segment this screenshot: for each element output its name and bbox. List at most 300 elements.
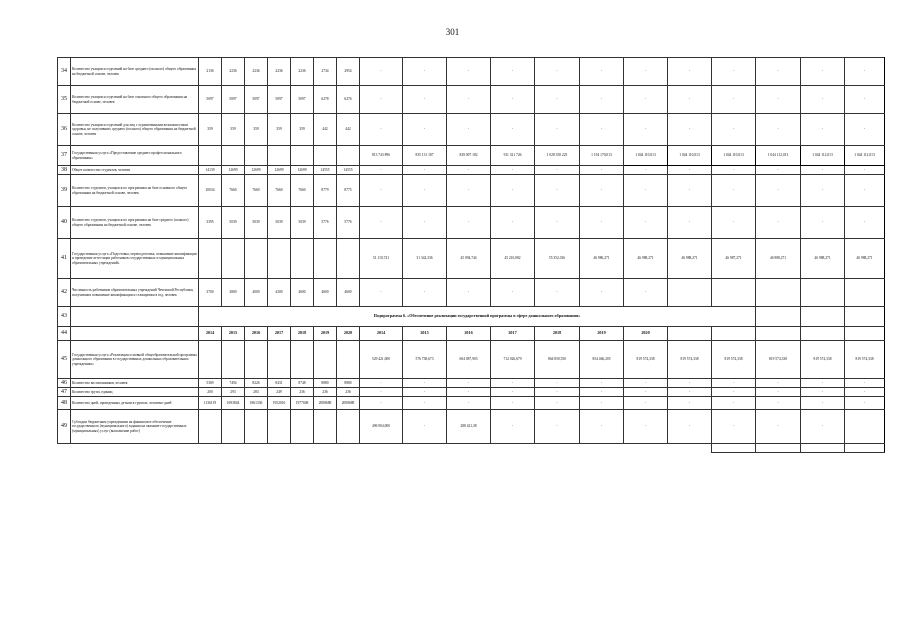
row-name: Количество студентов, учащихся по программам на базе основного общего образования на бюджетной основе, человек [71,175,199,207]
finance-value: 496 904,000 [360,410,403,444]
empty-cell [845,327,885,341]
indicator-value [222,239,245,279]
finance-value: - [845,166,885,175]
year-header: 2018 [291,327,314,341]
year-header: 2019 [580,327,624,341]
finance-value: - [403,279,447,307]
indicator-value: 200 [199,388,222,397]
indicator-value: 2734 [314,58,337,86]
table-row [58,379,885,388]
indicator-value: 1977048 [291,397,314,410]
finance-value: - [535,86,580,114]
finance-value: - [580,166,624,175]
finance-value: - [845,207,885,239]
finance-value: 1 044 110,013 [668,146,712,166]
finance-value: 813 743 896 [360,146,403,166]
finance-value: - [712,388,756,397]
finance-value: - [360,379,403,388]
finance-value: - [712,175,756,207]
finance-value: - [668,114,712,146]
finance-value: - [360,175,403,207]
finance-value: - [447,279,491,307]
finance-value: - [403,58,447,86]
finance-value: - [403,397,447,410]
finance-value: 911 321 726 [491,146,535,166]
empty-cell [58,444,712,453]
finance-value: - [624,279,668,307]
table-row [58,388,885,397]
year-header: 2014 [199,327,222,341]
finance-value: - [580,410,624,444]
finance-value: - [756,397,801,410]
row-number: 36 [58,114,71,146]
finance-value: - [535,175,580,207]
finance-value: 55 352,016 [535,239,580,279]
finance-value: - [845,379,885,388]
indicator-value: 442 [337,114,360,146]
finance-value: - [712,58,756,86]
finance-value [712,279,756,307]
finance-value: - [668,388,712,397]
finance-value: - [491,397,535,410]
indicator-value: 4000 [245,279,268,307]
finance-value: - [580,379,624,388]
row-number: 43 [58,307,71,327]
row-name: Государственная услуга «Предоставление среднего профессионального образования» [71,146,199,166]
indicator-value: 3395 [199,207,222,239]
finance-value: - [668,58,712,86]
table-row [58,58,885,86]
empty-cell [845,307,885,327]
row-name: Численность работников образовательных учреждений Чеченской Республики, получивших повышение квалификации и стажировки в год, человек [71,279,199,307]
row-name: Количество студентов, учащихся по программам на базе среднего (полного) общего образования на бюджетной основе, человек [71,207,199,239]
empty-cell [712,327,756,341]
row-name: Количество учащихся отделений для лиц с ограниченными возможностями здоровья, не получивших среднего (полного) общего образования на бюджетной основе, человек [71,114,199,146]
empty-cell [668,327,712,341]
finance-value: - [712,379,756,388]
indicator-value [268,239,291,279]
indicator-value: 6278 [314,86,337,114]
indicator-value: 8880 [337,379,360,388]
finance-value: - [712,410,756,444]
finance-value: - [535,397,580,410]
year-header: 2020 [337,327,360,341]
finance-value: - [801,166,845,175]
finance-value: - [668,86,712,114]
finance-value: - [403,388,447,397]
page-number: 301 [445,27,460,37]
indicator-value: 3800 [222,279,245,307]
indicator-value [245,239,268,279]
row-number: 47 [58,388,71,397]
indicator-value: 7660 [222,175,245,207]
indicator-value: 3700 [199,279,222,307]
indicator-value: 5369 [199,379,222,388]
finance-value: - [491,166,535,175]
row-number: 46 [58,379,71,388]
finance-value: - [447,86,491,114]
finance-value: - [801,379,845,388]
indicator-value: 236 [337,388,360,397]
finance-value: - [580,175,624,207]
row-number: 35 [58,86,71,114]
years-row [58,327,885,341]
finance-value: - [360,86,403,114]
finance-value: - [535,379,580,388]
finance-value: - [491,379,535,388]
finance-value: 46 988,271 [845,239,885,279]
empty-cell [845,444,885,453]
row-number: 48 [58,397,71,410]
indicator-value [314,341,337,379]
indicator-value [268,410,291,444]
finance-value: - [668,379,712,388]
indicator-value: 2236 [291,58,314,86]
indicator-value: 14139 [199,166,222,175]
finance-value: - [447,379,491,388]
finance-value: - [403,166,447,175]
finance-value: 819 574,338 [668,341,712,379]
finance-value: - [491,58,535,86]
indicator-value: 359 [199,114,222,146]
finance-value: - [491,114,535,146]
finance-value: - [580,388,624,397]
finance-value: - [535,58,580,86]
indicator-value: 8748 [291,379,314,388]
table-row [58,114,885,146]
indicator-value: 2008688 [314,397,337,410]
indicator-value [291,410,314,444]
finance-value: - [801,175,845,207]
indicator-value: 7660 [268,175,291,207]
finance-value: - [845,175,885,207]
finance-value: - [624,410,668,444]
finance-value: - [360,166,403,175]
finance-value: - [403,86,447,114]
finance-value: - [491,410,535,444]
indicator-value: 12699 [245,166,268,175]
indicator-value: 5776 [337,207,360,239]
finance-value: - [668,410,712,444]
finance-value [668,279,712,307]
finance-value: - [756,175,801,207]
indicator-value: 7494 [222,379,245,388]
finance-value: 829 007 182 [447,146,491,166]
indicator-value: 249 [268,388,291,397]
finance-value: - [403,175,447,207]
finance-value: - [712,397,756,410]
finance-value: - [801,114,845,146]
year-header: 2016 [447,327,491,341]
finance-value: - [624,379,668,388]
finance-value: 45 210,082 [491,239,535,279]
finance-value: - [580,397,624,410]
trailing-row [58,444,885,453]
year-header: 2018 [535,327,580,341]
finance-value: 46 988,271 [668,239,712,279]
finance-value: - [447,166,491,175]
empty-cell [801,327,845,341]
finance-value: - [845,397,885,410]
table-row [58,166,885,175]
indicator-value [222,410,245,444]
finance-value [845,410,885,444]
indicator-value [268,146,291,166]
finance-value: - [447,388,491,397]
row-number: 41 [58,239,71,279]
row-name: Количество групп, единиц [71,388,199,397]
finance-value: - [624,114,668,146]
row-number: 34 [58,58,71,86]
indicator-value [222,146,245,166]
finance-value: - [624,397,668,410]
finance-value [845,279,885,307]
finance-value: - [668,166,712,175]
empty-cell [712,444,756,453]
finance-value: - [535,166,580,175]
indicator-value: 10034 [199,175,222,207]
finance-value: 1 044 110,013 [624,146,668,166]
row-name: Государственная услуга «Реализация основной общеобразовательной программы дошкольного образования в государственных дошкольных образовательных учреждениях» [71,341,199,379]
finance-value: - [801,410,845,444]
finance-value: - [447,397,491,410]
finance-value: - [712,86,756,114]
indicator-value: 1693844 [222,397,245,410]
finance-value: 819 574,338 [756,341,801,379]
finance-value: - [491,86,535,114]
finance-value: - [624,175,668,207]
row-number: 39 [58,175,71,207]
program-table [57,57,885,453]
finance-value: - [712,166,756,175]
indicator-value: 1136119 [199,397,222,410]
table-row [58,410,885,444]
finance-value: - [360,397,403,410]
finance-value: - [801,86,845,114]
indicator-value: 2954 [337,58,360,86]
finance-value: - [403,114,447,146]
finance-value: - [580,207,624,239]
finance-value: 46 987,271 [712,239,756,279]
finance-value: 51 110,741 [360,239,403,279]
year-header: 2019 [314,327,337,341]
finance-value: - [447,207,491,239]
row-name: Количество учащихся отделений на базе основного общего образования на бюджетной основе, человек [71,86,199,114]
finance-value: - [491,175,535,207]
finance-value: - [360,58,403,86]
indicator-value: 5097 [245,86,268,114]
finance-value: - [491,388,535,397]
indicator-value: 1952016 [268,397,291,410]
indicator-value: 14555 [314,166,337,175]
indicator-value: 2136 [199,58,222,86]
finance-value: - [360,207,403,239]
finance-value: - [845,388,885,397]
indicator-value [268,341,291,379]
indicator-value [245,341,268,379]
finance-value: 604 087,903 [447,341,491,379]
finance-value: - [756,379,801,388]
indicator-value: 7660 [291,175,314,207]
table-row [58,397,885,410]
row-number: 45 [58,341,71,379]
indicator-value [245,146,268,166]
empty-cell [801,307,845,327]
finance-value: - [580,58,624,86]
finance-value: - [624,58,668,86]
finance-value: 864 850,550 [535,341,580,379]
indicator-value: 8431 [268,379,291,388]
finance-value: - [535,114,580,146]
indicator-value: 2236 [222,58,245,86]
indicator-value: 5776 [314,207,337,239]
finance-value: - [624,207,668,239]
finance-value: 46 988,271 [801,239,845,279]
finance-value: 819 574,338 [845,341,885,379]
indicator-value: 5097 [291,86,314,114]
table-row [58,239,885,279]
finance-value: - [668,207,712,239]
indicator-value [291,239,314,279]
finance-value: - [756,388,801,397]
indicator-value [314,410,337,444]
indicator-value: 293 [222,388,245,397]
finance-value: 46 988,271 [756,239,801,279]
finance-value: - [535,207,580,239]
indicator-value: 359 [245,114,268,146]
year-header: 2016 [245,327,268,341]
row-number: 42 [58,279,71,307]
finance-value: - [535,410,580,444]
indicator-value: 5039 [291,207,314,239]
indicator-value: 359 [268,114,291,146]
finance-value: 1 194 170,013 [580,146,624,166]
row-number: 37 [58,146,71,166]
indicator-value: 12699 [268,166,291,175]
finance-value: 529 421,000 [360,341,403,379]
finance-value: - [447,114,491,146]
finance-value: 1 044 110,013 [712,146,756,166]
indicator-value [337,146,360,166]
finance-value: 835 131 187 [403,146,447,166]
indicator-value [337,341,360,379]
finance-value: - [360,114,403,146]
indicator-value [199,239,222,279]
indicator-value: 5039 [222,207,245,239]
finance-value: - [491,279,535,307]
indicator-value [291,341,314,379]
indicator-value: 2236 [268,58,291,86]
indicator-value: 4300 [268,279,291,307]
subprogram-title: Подпрограмма 6. «Обеспечение реализации государственной программы в сфере дошкольного образования» [199,307,756,327]
finance-value: 1 028 350 225 [535,146,580,166]
year-header: 2014 [360,327,403,341]
finance-value: - [756,410,801,444]
finance-value: 288 421,38 [447,410,491,444]
finance-value: 1 044 112,013 [756,146,801,166]
finance-value: - [668,397,712,410]
finance-value: - [801,388,845,397]
indicator-value: 5097 [268,86,291,114]
year-header: 2017 [491,327,535,341]
finance-value: - [403,379,447,388]
table-row [58,207,885,239]
finance-value: - [668,175,712,207]
row-number: 40 [58,207,71,239]
finance-value: - [845,58,885,86]
indicator-value: 8775 [337,175,360,207]
finance-value: - [756,207,801,239]
row-name [71,327,199,341]
finance-value: 854 466,205 [580,341,624,379]
finance-value: 819 574,338 [624,341,668,379]
row-number: 49 [58,410,71,444]
finance-value: 819 574,338 [801,341,845,379]
indicator-value [291,146,314,166]
table-row [58,341,885,379]
indicator-value: 5097 [199,86,222,114]
finance-value: - [491,207,535,239]
indicator-value: 12699 [291,166,314,175]
finance-value: 819 574,338 [712,341,756,379]
indicator-value: 7660 [245,175,268,207]
finance-value: - [756,114,801,146]
indicator-value: 8226 [245,379,268,388]
table-row [58,279,885,307]
finance-value: - [712,207,756,239]
finance-value: 45 094,744 [447,239,491,279]
indicator-value: 12699 [222,166,245,175]
finance-value: - [360,279,403,307]
finance-value: - [756,58,801,86]
subprogram-row [58,307,885,327]
indicator-value: 359 [291,114,314,146]
indicator-value: 236 [314,388,337,397]
finance-value: - [756,86,801,114]
indicator-value: 14555 [337,166,360,175]
table-row [58,175,885,207]
empty-cell [801,444,845,453]
finance-value: 576 738,673 [403,341,447,379]
finance-value: - [580,279,624,307]
table-row [58,86,885,114]
finance-value: - [712,114,756,146]
indicator-value: 359 [222,114,245,146]
indicator-value: 5039 [245,207,268,239]
finance-value: - [756,166,801,175]
finance-value: - [447,175,491,207]
row-name: Количество учащихся отделений на базе среднего (полного) общего образования на бюджетной основе, человек [71,58,199,86]
finance-value: 31 342,336 [403,239,447,279]
empty-cell [756,307,801,327]
finance-value: - [580,86,624,114]
indicator-value: 5097 [222,86,245,114]
indicator-value: 236 [291,388,314,397]
finance-value: 46 986,271 [580,239,624,279]
table-row [58,146,885,166]
year-header: 2015 [222,327,245,341]
row-name [71,307,199,327]
indicator-value: 2236 [245,58,268,86]
row-name: Субсидии бюджетным учреждениям на финансовое обеспечение государственного (муниципального) задания на оказание государственных (муниципальных) услуг (выполнение работ) [71,410,199,444]
empty-cell [756,327,801,341]
row-number: 38 [58,166,71,175]
finance-value: - [801,207,845,239]
row-name: Общее количество студентов, человек [71,166,199,175]
year-header: 2020 [624,327,668,341]
finance-value [756,279,801,307]
indicator-value [337,239,360,279]
